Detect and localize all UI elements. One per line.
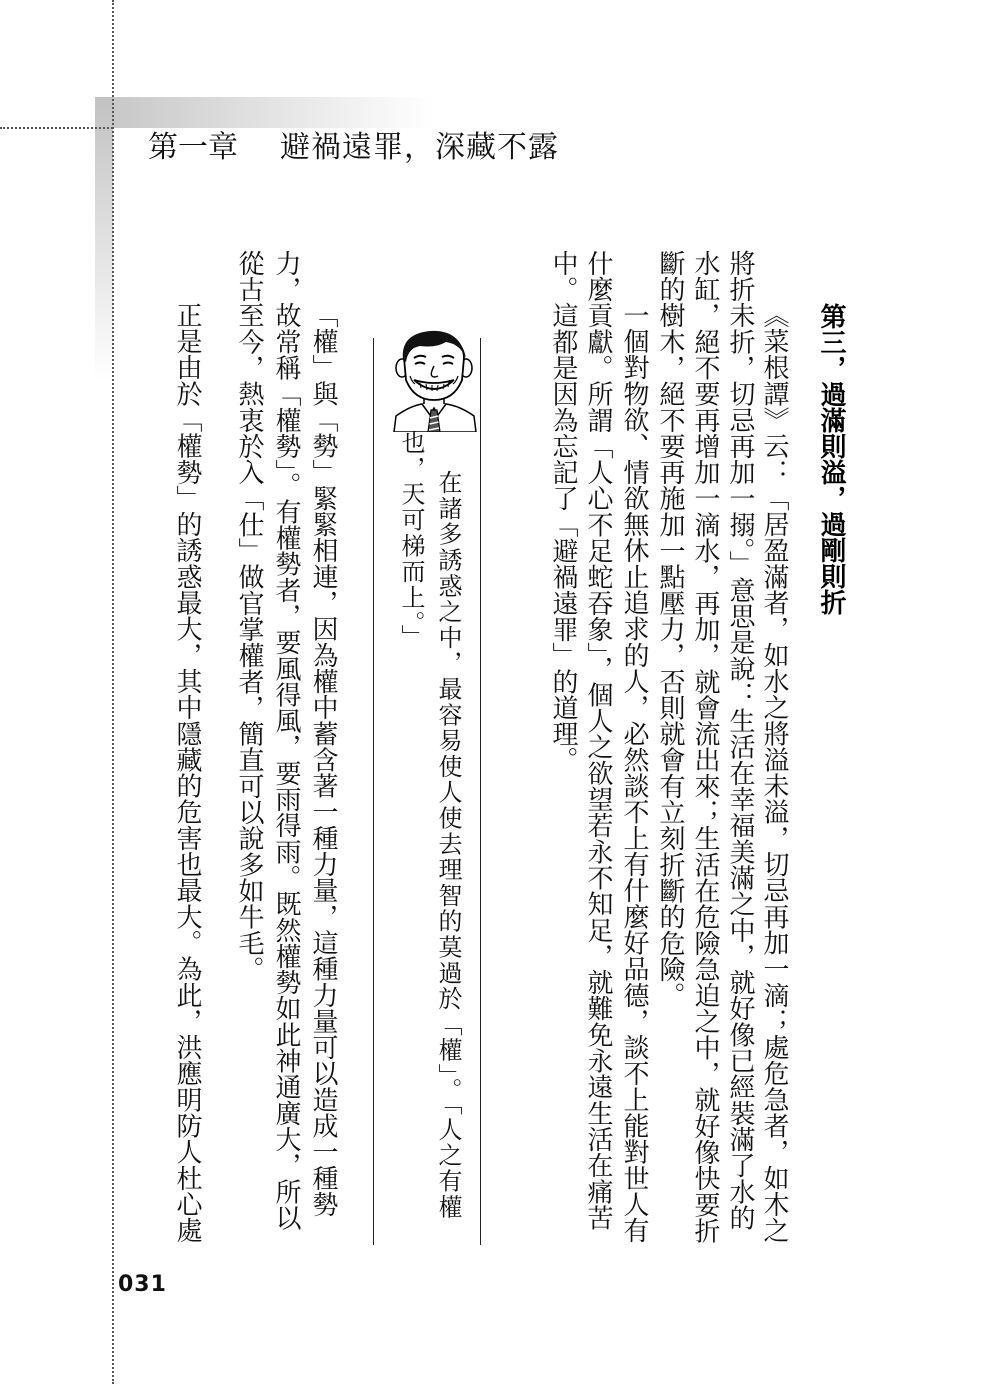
quote-box-rule-left [373, 338, 374, 1245]
margin-shade-vertical [95, 97, 113, 382]
quote-box-rule-right [480, 338, 481, 1245]
section-heading: 第三，過滿則溢，過剛則折 [816, 303, 846, 615]
margin-dotted-rule-horizontal [0, 127, 113, 129]
body-text-column: 一個對物欲、情欲無休止追求的人，必然談不上有什麼好品德，談不上能對世人有 [619, 302, 649, 1244]
margin-dotted-rule-vertical [112, 0, 114, 1384]
body-text-column: 「權」與「勢」緊緊相連，因為權中蓄含著一種力量，這種力量可以造成一種勢 [308, 302, 338, 1218]
quote-text-line: 在諸多誘惑之中，最容易使人使去理智的莫過於「權」。「人之有權 [434, 470, 462, 1220]
chapter-label: 第一章 [148, 130, 238, 165]
body-text-column: 將折未折，切忌再加一搦。」意思是說：生活在幸福美滿之中，就好像已經裝滿了水的 [725, 250, 755, 1231]
body-text-column: 水缸，絕不要再增加一滴水，再加，就會流出來；生活在危險急迫之中，就好像快要折 [690, 250, 720, 1244]
body-text-column: 斷的樹木，絕不要再施加一點壓力，否則就會有立刻折斷的危險。 [655, 250, 685, 1009]
body-text-column: 正是由於「權勢」的誘惑最大，其中隱藏的危害也最大。為此，洪應明防人杜心處 [172, 302, 202, 1244]
quote-text-line: 也，天可梯而上。」 [397, 430, 425, 651]
body-text-column: 什麼貢獻。所謂「人心不足蛇吞象」，個人之欲望若永不知足，就難免永遠生活在痛苦 [583, 250, 613, 1231]
chapter-title: 避禍遠罪，深藏不露 [280, 130, 559, 165]
header-shade-band [113, 97, 433, 128]
body-text-column: 《菜根譚》云：「居盈滿者，如水之將溢未溢，切忌再加一滴；處危急者，如木之 [759, 302, 789, 1244]
cartoon-man-illustration [390, 328, 478, 432]
body-text-column: 力，故常稱「權勢」。有權勢者，要風得風，要雨得雨。既然權勢如此神通廣大，所以 [271, 250, 301, 1231]
body-text-column: 從古至今，熱衷於入「仕」做官掌權者，簡直可以說多如牛毛。 [234, 250, 264, 983]
page-number: 031 [118, 1272, 167, 1297]
body-text-column: 中。這都是因為忘記了「避禍遠罪」的道理。 [548, 250, 578, 773]
